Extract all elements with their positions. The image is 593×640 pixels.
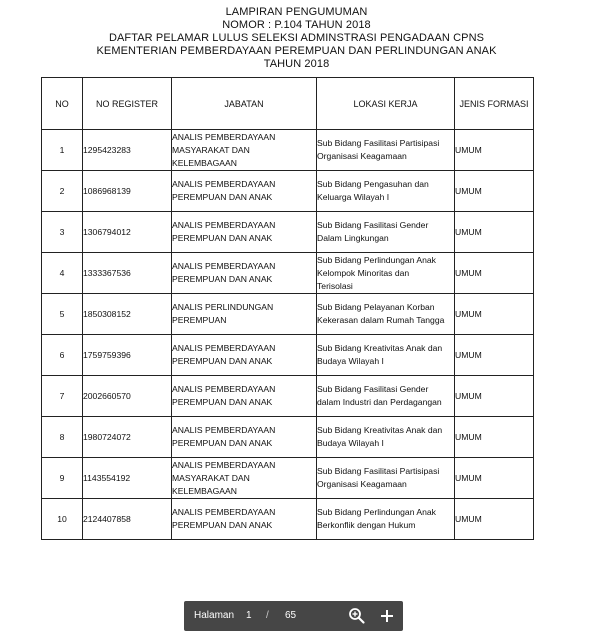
table-row: [42, 376, 534, 417]
cell-jabatan: [172, 171, 317, 212]
cell-jenis: UMUM: [455, 294, 534, 335]
table-row: [42, 417, 534, 458]
jabatan-line: PEREMPUAN DAN ANAK: [172, 356, 273, 366]
table-row: [42, 335, 534, 376]
table-row: [42, 458, 534, 499]
jabatan-line: ANALIS PERLINDUNGAN: [172, 302, 274, 312]
cell-register: 1980724072: [83, 417, 172, 458]
table-header-row: [42, 78, 534, 130]
lokasi-line: Sub Bidang Fasilitasi Gender: [317, 220, 429, 230]
cell-no: 7: [42, 376, 83, 417]
cell-lokasi: [317, 499, 455, 540]
cell-jenis: UMUM: [455, 212, 534, 253]
cell-register: 1333367536: [83, 253, 172, 294]
lokasi-line: Dalam Lingkungan: [317, 233, 389, 243]
lokasi-line: Sub Bidang Kreativitas Anak dan: [317, 343, 443, 353]
page-separator: /: [266, 610, 269, 621]
cell-no: 1: [42, 130, 83, 171]
cell-jabatan: [172, 253, 317, 294]
lokasi-line: Sub Bidang Perlindungan Anak: [317, 254, 436, 265]
jabatan-line: PEREMPUAN DAN ANAK: [172, 233, 273, 243]
document-heading: [0, 6, 593, 71]
cell-register: 1850308152: [83, 294, 172, 335]
column-header-jenis: JENIS FORMASI: [455, 78, 534, 130]
cell-jenis: UMUM: [455, 458, 534, 499]
jabatan-line: PEREMPUAN DAN ANAK: [172, 438, 273, 448]
jabatan-line: PEREMPUAN: [172, 315, 227, 325]
cell-jabatan: [172, 212, 317, 253]
cell-jabatan: [172, 335, 317, 376]
lokasi-line: Terisolasi: [317, 280, 353, 291]
jabatan-line: ANALIS PEMBERDAYAAN: [172, 343, 276, 353]
cell-jabatan: [172, 376, 317, 417]
lokasi-line: Kelompok Minoritas dan: [317, 267, 410, 278]
lokasi-line: Sub Bidang Perlindungan Anak: [317, 507, 436, 517]
cell-register: 1759759396: [83, 335, 172, 376]
jabatan-line: ANALIS PEMBERDAYAAN: [172, 131, 276, 142]
jabatan-line: PEREMPUAN DAN ANAK: [172, 274, 273, 284]
cell-no: 8: [42, 417, 83, 458]
table-row: [42, 130, 534, 171]
jabatan-line: PEREMPUAN DAN ANAK: [172, 192, 273, 202]
cell-lokasi: [317, 294, 455, 335]
cell-register: 1143554192: [83, 458, 172, 499]
cell-jenis: UMUM: [455, 417, 534, 458]
jabatan-line: ANALIS PEMBERDAYAAN: [172, 459, 276, 470]
cell-register: 1295423283: [83, 130, 172, 171]
cell-lokasi: [317, 130, 455, 171]
jabatan-line: ANALIS PEMBERDAYAAN: [172, 261, 276, 271]
lokasi-line: Sub Bidang Fasilitasi Partisipasi: [317, 138, 440, 148]
cell-lokasi: [317, 458, 455, 499]
cell-jabatan: [172, 130, 317, 171]
cell-jabatan: [172, 499, 317, 540]
lokasi-line: Budaya Wilayah I: [317, 356, 384, 366]
cell-no: 9: [42, 458, 83, 499]
cell-jabatan: [172, 417, 317, 458]
lokasi-line: dalam Industri dan Perdagangan: [317, 397, 442, 407]
cell-jenis: UMUM: [455, 335, 534, 376]
plus-icon[interactable]: [378, 607, 396, 625]
lokasi-line: Organisasi Keagamaan: [317, 151, 407, 161]
heading-line-4: KEMENTERIAN PEMBERDAYAAN PEREMPUAN DAN PERLINDUNGAN ANAK: [96, 45, 497, 57]
heading-line-5: TAHUN 2018: [263, 58, 330, 70]
lokasi-line: Budaya Wilayah I: [317, 438, 384, 448]
cell-jenis: UMUM: [455, 130, 534, 171]
heading-line-2: NOMOR : P.104 TAHUN 2018: [222, 19, 371, 31]
lokasi-line: Sub Bidang Kreativitas Anak dan: [317, 425, 443, 435]
zoom-in-icon[interactable]: [348, 607, 366, 625]
lokasi-line: Sub Bidang Fasilitasi Partisipasi: [317, 466, 440, 476]
cell-register: 1306794012: [83, 212, 172, 253]
jabatan-line: ANALIS PEMBERDAYAAN: [172, 220, 276, 230]
jabatan-line: PEREMPUAN DAN ANAK: [172, 520, 273, 530]
heading-line-3: DAFTAR PELAMAR LULUS SELEKSI ADMINSTRASI PENGADAAN CPNS: [108, 32, 485, 44]
cell-no: 5: [42, 294, 83, 335]
heading-line-1: LAMPIRAN PENGUMUMAN: [225, 6, 368, 18]
total-pages: 65: [285, 610, 297, 621]
cell-no: 3: [42, 212, 83, 253]
cell-jenis: UMUM: [455, 253, 534, 294]
lokasi-line: Sub Bidang Pengasuhan dan: [317, 179, 429, 189]
lokasi-line: Sub Bidang Pelayanan Korban: [317, 302, 435, 312]
column-header-register: NO REGISTER: [83, 78, 172, 130]
page-label: Halaman: [194, 610, 235, 621]
table-row: [42, 294, 534, 335]
lokasi-line: Berkonflik dengan Hukum: [317, 520, 416, 530]
cell-register: 2124407858: [83, 499, 172, 540]
applicant-table: [41, 77, 534, 540]
cell-lokasi: [317, 212, 455, 253]
cell-lokasi: [317, 376, 455, 417]
cell-lokasi: [317, 417, 455, 458]
cell-no: 10: [42, 499, 83, 540]
jabatan-line: ANALIS PEMBERDAYAAN: [172, 384, 276, 394]
lokasi-line: Keluarga Wilayah I: [317, 192, 390, 202]
jabatan-line: ANALIS PEMBERDAYAAN: [172, 507, 276, 517]
table-body: [42, 130, 534, 540]
cell-jenis: UMUM: [455, 499, 534, 540]
table-row: [42, 499, 534, 540]
jabatan-line: ANALIS PEMBERDAYAAN: [172, 425, 276, 435]
table-row: [42, 171, 534, 212]
cell-lokasi: [317, 335, 455, 376]
table-row: [42, 212, 534, 253]
cell-jenis: UMUM: [455, 171, 534, 212]
cell-no: 2: [42, 171, 83, 212]
cell-lokasi: [317, 171, 455, 212]
cell-register: 2002660570: [83, 376, 172, 417]
jabatan-line: MASYARAKAT DAN KELEMBAGAAN: [172, 472, 250, 496]
lokasi-line: Kekerasan dalam Rumah Tangga: [317, 315, 445, 325]
jabatan-line: ANALIS PEMBERDAYAAN: [172, 179, 276, 189]
cell-register: 1086968139: [83, 171, 172, 212]
cell-jabatan: [172, 294, 317, 335]
cell-jenis: UMUM: [455, 376, 534, 417]
jabatan-line: MASYARAKAT DAN KELEMBAGAAN: [172, 144, 250, 168]
column-header-jabatan: JABATAN: [172, 78, 317, 130]
column-header-lokasi: LOKASI KERJA: [317, 78, 455, 130]
cell-no: 4: [42, 253, 83, 294]
table-row: [42, 253, 534, 294]
page-navigation-bar: [184, 601, 403, 631]
cell-jabatan: [172, 458, 317, 499]
current-page-input[interactable]: 1: [246, 610, 252, 621]
jabatan-line: PEREMPUAN DAN ANAK: [172, 397, 273, 407]
lokasi-line: Organisasi Keagamaan: [317, 479, 407, 489]
column-header-no: NO: [42, 78, 83, 130]
cell-lokasi: [317, 253, 455, 294]
cell-no: 6: [42, 335, 83, 376]
lokasi-line: Sub Bidang Fasilitasi Gender: [317, 384, 429, 394]
